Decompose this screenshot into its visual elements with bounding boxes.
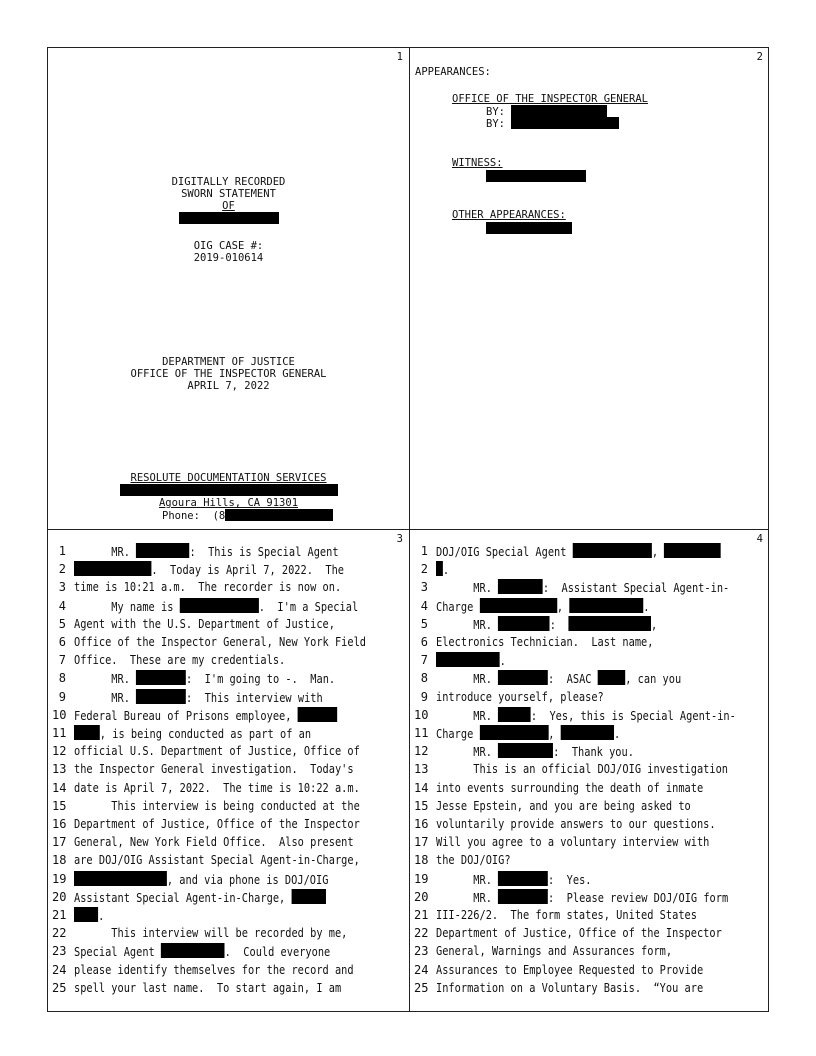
transcript-line: Charge , . bbox=[436, 727, 621, 741]
line-number: 2 bbox=[58, 562, 66, 577]
redaction bbox=[74, 725, 100, 740]
line-number: 13 bbox=[414, 762, 429, 777]
line-number: 4 bbox=[420, 598, 428, 613]
transcript-line: Department of Justice, Office of the Inspector bbox=[74, 817, 360, 831]
line-number: 8 bbox=[58, 671, 66, 686]
line-number: 24 bbox=[52, 962, 67, 977]
transcript-line: MR. : , bbox=[436, 617, 658, 632]
transcript-line: Electronics Technician. Last name, bbox=[436, 635, 654, 649]
transcript-line: MR. : ASAC , can you bbox=[436, 672, 682, 687]
office-heading: OFFICE OF THE INSPECTOR GENERAL bbox=[452, 93, 648, 105]
line-number: 12 bbox=[414, 744, 429, 759]
redaction bbox=[498, 889, 548, 904]
redaction bbox=[498, 871, 548, 886]
line-number: 16 bbox=[52, 817, 67, 831]
redaction bbox=[561, 725, 614, 740]
redaction bbox=[573, 543, 652, 558]
by-1-redaction bbox=[511, 105, 607, 117]
service-name: RESOLUTE DOCUMENTATION SERVICES bbox=[130, 472, 327, 484]
page-1 bbox=[48, 48, 409, 529]
line-number: 8 bbox=[420, 671, 428, 686]
line-number: 19 bbox=[414, 871, 429, 886]
page-3 bbox=[48, 530, 409, 1012]
redaction bbox=[136, 689, 186, 704]
line-number: 15 bbox=[414, 798, 429, 813]
line-number: 1 bbox=[58, 544, 66, 558]
line-number: 11 bbox=[414, 726, 429, 740]
redaction bbox=[479, 598, 556, 613]
transcript-line: MR. : Yes, this is Special Agent-in- bbox=[436, 708, 736, 723]
transcript-line: MR. : This interview with bbox=[74, 690, 323, 705]
title-line-1: DIGITALLY RECORDED bbox=[171, 176, 286, 188]
transcript-line: Special Agent . Could everyone bbox=[74, 945, 331, 960]
transcript-line: . bbox=[74, 907, 104, 925]
transcript-line: Federal Bureau of Prisons employee, bbox=[74, 707, 337, 725]
line-number: 21 bbox=[414, 908, 429, 922]
transcript-line: time is 10:21 a.m. The recorder is now on. bbox=[74, 580, 342, 595]
line-number: 7 bbox=[58, 653, 66, 668]
line-number: 6 bbox=[58, 635, 66, 649]
line-number: 9 bbox=[58, 689, 66, 704]
service-phone: Phone: (8 bbox=[162, 510, 226, 522]
line-number: 20 bbox=[414, 889, 429, 904]
witness-redaction bbox=[486, 170, 586, 183]
line-number: 25 bbox=[414, 980, 429, 995]
transcript-line: . bbox=[436, 561, 449, 579]
line-number: 12 bbox=[52, 744, 67, 759]
redaction bbox=[598, 670, 626, 685]
transcript-line: Agent with the U.S. Department of Justice, bbox=[74, 616, 335, 631]
transcript-line: date is April 7, 2022. The time is 10:22 a.m. bbox=[74, 780, 360, 795]
line-number: 10 bbox=[52, 707, 67, 722]
line-number: 9 bbox=[420, 689, 428, 704]
redaction bbox=[569, 598, 643, 613]
line-number: 23 bbox=[414, 944, 429, 959]
page-number: 2 bbox=[756, 51, 763, 63]
line-number: 21 bbox=[52, 908, 67, 922]
transcript-line: This interview will be recorded by me, bbox=[74, 926, 348, 941]
line-number: 11 bbox=[52, 726, 67, 740]
transcript-line: DOJ/OIG Special Agent , bbox=[436, 543, 721, 561]
transcript-line: MR. : Assistant Special Agent-in- bbox=[436, 581, 730, 596]
redaction bbox=[498, 579, 543, 594]
redaction bbox=[436, 561, 443, 576]
transcript-line: Jesse Epstein, and you are being asked to bbox=[436, 798, 691, 813]
by-2-redaction bbox=[511, 117, 619, 129]
line-number: 18 bbox=[52, 853, 67, 868]
transcript-line: This interview is being conducted at the bbox=[74, 798, 360, 813]
redaction bbox=[74, 907, 98, 922]
redaction bbox=[291, 889, 325, 904]
redaction bbox=[436, 652, 500, 667]
page-4 bbox=[410, 530, 769, 1012]
transcript-line: General, Warnings and Assurances form, bbox=[436, 944, 673, 959]
line-number: 19 bbox=[52, 871, 67, 886]
transcript-line: the Inspector General investigation. Today's bbox=[74, 762, 354, 777]
line-number: 18 bbox=[414, 853, 429, 868]
line-number: 13 bbox=[52, 762, 67, 777]
transcript-line: III-226/2. The form states, United States bbox=[436, 908, 697, 922]
transcript-line: spell your last name. To start again, I am bbox=[74, 980, 342, 995]
line-number: 23 bbox=[52, 944, 67, 959]
line-number: 22 bbox=[414, 926, 429, 941]
statement-date: APRIL 7, 2022 bbox=[187, 380, 270, 392]
title-line-3: OF bbox=[222, 200, 235, 212]
by-row-1: BY: bbox=[486, 105, 607, 118]
transcript-line: Office of the Inspector General, New York Field bbox=[74, 635, 367, 649]
line-number: 4 bbox=[58, 598, 66, 613]
transcript-line: MR. : Thank you. bbox=[436, 745, 634, 760]
redaction bbox=[498, 616, 550, 631]
transcript-line: MR. : Yes. bbox=[436, 872, 592, 887]
transcript-line: Assurances to Employee Requested to Provide bbox=[436, 962, 704, 977]
transcript-frame bbox=[47, 47, 769, 1012]
transcript-line: Information on a Voluntary Basis. “You are bbox=[436, 980, 704, 995]
department-line-1: DEPARTMENT OF JUSTICE bbox=[162, 356, 295, 368]
line-number: 5 bbox=[420, 616, 428, 631]
transcript-line: . Today is April 7, 2022. The bbox=[74, 561, 344, 579]
transcript-line: Office. These are my credentials. bbox=[74, 653, 286, 668]
page-number: 4 bbox=[756, 533, 763, 545]
transcript-line: into events surrounding the death of inmate bbox=[436, 780, 704, 795]
line-number: 20 bbox=[52, 889, 67, 904]
by-row-2: BY: bbox=[486, 117, 619, 130]
other-appearances-redaction bbox=[486, 222, 572, 235]
line-number: 10 bbox=[414, 707, 429, 722]
transcript-line: Assistant Special Agent-in-Charge, bbox=[74, 889, 326, 907]
page-number: 1 bbox=[396, 51, 403, 63]
redaction bbox=[298, 707, 338, 722]
redaction bbox=[498, 743, 553, 758]
transcript-line: . bbox=[436, 652, 506, 670]
phone-redaction bbox=[225, 509, 333, 521]
transcript-line: , is being conducted as part of an bbox=[74, 725, 311, 743]
line-number: 22 bbox=[52, 926, 67, 941]
transcript-line: MR. : This is Special Agent bbox=[74, 545, 339, 559]
redaction bbox=[74, 561, 151, 576]
transcript-line: Department of Justice, Office of the Inspector bbox=[436, 926, 722, 941]
transcript-line: , and via phone is DOJ/OIG bbox=[74, 871, 328, 889]
page-2 bbox=[410, 48, 769, 529]
line-number: 1 bbox=[420, 544, 428, 558]
redaction bbox=[568, 616, 651, 631]
transcript-line: MR. : I'm going to -. Man. bbox=[74, 672, 336, 687]
line-number: 3 bbox=[58, 580, 66, 595]
redaction bbox=[664, 543, 721, 558]
line-number: 24 bbox=[414, 962, 429, 977]
redaction bbox=[161, 943, 225, 958]
line-number: 14 bbox=[52, 780, 67, 795]
redaction bbox=[498, 707, 531, 722]
service-address-redaction bbox=[48, 484, 409, 497]
department-line-2: OFFICE OF THE INSPECTOR GENERAL bbox=[130, 368, 327, 380]
transcript-line: MR. : Please review DOJ/OIG form bbox=[436, 890, 729, 905]
service-city: Agoura Hills, CA 91301 bbox=[158, 497, 299, 509]
redaction bbox=[136, 670, 186, 685]
transcript-line: official U.S. Department of Justice, Office of bbox=[74, 744, 360, 759]
title-line-2: SWORN STATEMENT bbox=[181, 188, 276, 200]
witness-heading: WITNESS: bbox=[452, 157, 503, 169]
line-number: 17 bbox=[414, 835, 429, 850]
service-phone-row bbox=[162, 509, 333, 522]
transcript-line: Charge , . bbox=[436, 599, 650, 614]
transcript-line: the DOJ/OIG? bbox=[436, 853, 511, 868]
redaction bbox=[74, 871, 167, 886]
line-number: 7 bbox=[420, 653, 428, 668]
transcript-line: General, New York Field Office. Also present bbox=[74, 835, 354, 850]
line-number: 25 bbox=[52, 980, 67, 995]
transcript-line: Will you agree to a voluntary interview with bbox=[436, 835, 710, 850]
line-number: 2 bbox=[420, 562, 428, 577]
case-number: 2019-010614 bbox=[193, 252, 264, 264]
appearances-heading: APPEARANCES: bbox=[415, 66, 491, 78]
transcript-line: please identify themselves for the record and bbox=[74, 962, 354, 977]
redaction bbox=[498, 670, 548, 685]
other-appearances-heading: OTHER APPEARANCES: bbox=[452, 209, 566, 221]
redaction bbox=[136, 543, 189, 558]
transcript-line: voluntarily provide answers to our questions. bbox=[436, 817, 716, 831]
line-number: 6 bbox=[420, 635, 428, 649]
line-number: 15 bbox=[52, 798, 67, 813]
case-label: OIG CASE #: bbox=[193, 240, 264, 252]
redaction bbox=[479, 725, 548, 740]
line-number: 5 bbox=[58, 616, 66, 631]
transcript-line: This is an official DOJ/OIG investigation bbox=[436, 762, 729, 777]
line-number: 16 bbox=[414, 817, 429, 831]
page-number: 3 bbox=[396, 533, 403, 545]
transcript-line: introduce yourself, please? bbox=[436, 689, 604, 704]
transcript-line: are DOJ/OIG Assistant Special Agent-in-Charge, bbox=[74, 853, 360, 868]
line-number: 14 bbox=[414, 780, 429, 795]
witness-name-redaction bbox=[48, 212, 409, 225]
transcript-line: My name is . I'm a Special bbox=[74, 599, 359, 614]
line-number: 3 bbox=[420, 580, 428, 595]
line-number: 17 bbox=[52, 835, 67, 850]
redaction bbox=[180, 598, 259, 613]
